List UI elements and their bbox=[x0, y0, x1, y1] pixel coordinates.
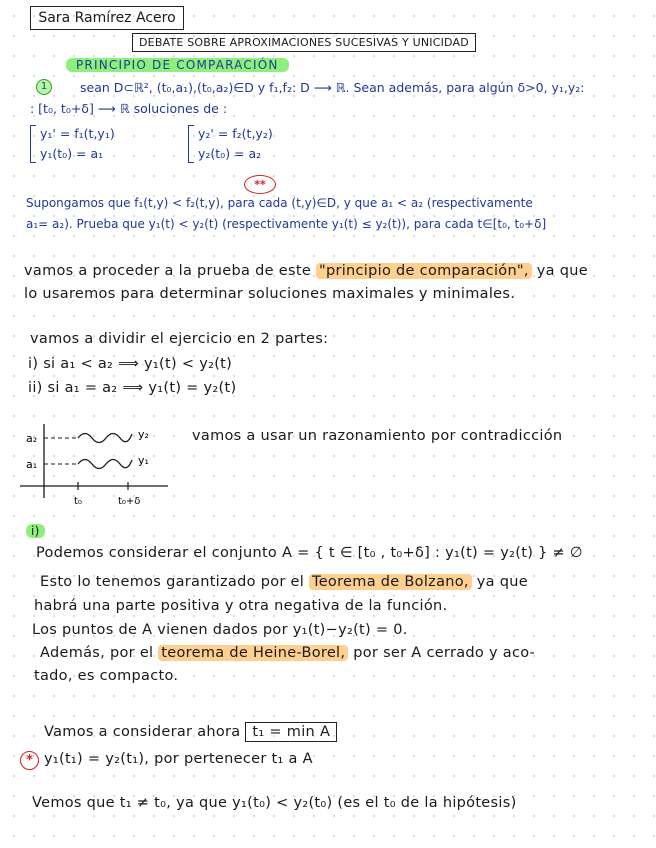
problem-line-4: a₁= a₂). Prueba que y₁(t) < y₂(t) (respectivamente y₁(t) ≤ y₂(t)), para cada t∈[t₀, t₀+δ] bbox=[26, 217, 547, 231]
sketch-label-y2: y₂ bbox=[138, 428, 149, 441]
part-i-label: i) bbox=[26, 524, 45, 538]
part-i-statement: i) si a₁ < a₂ ⟹ y₁(t) < y₂(t) bbox=[28, 356, 233, 372]
proof-line-2-pre: Esto lo tenemos garantizado por el bbox=[40, 574, 305, 590]
double-star-marker: ** bbox=[244, 175, 276, 194]
proof-line-6: tado, es compacto. bbox=[34, 668, 179, 684]
system-1-brace bbox=[30, 125, 36, 163]
proof-line-8: y₁(t₁) = y₂(t₁), por pertenecer t₁ a A bbox=[44, 751, 313, 767]
heine-borel-highlight: teorema de Heine-Borel, bbox=[158, 645, 348, 661]
sketch-curve-y2 bbox=[78, 434, 132, 443]
proof-line-3: habrá una parte positiva y otra negativa de la función. bbox=[34, 598, 448, 614]
sketch-label-y1: y₁ bbox=[138, 454, 149, 467]
intro-line-2: lo usaremos para determinar soluciones maximales y minimales. bbox=[24, 286, 516, 302]
problem-line-2: : [t₀, t₀+δ] ⟶ ℝ soluciones de : bbox=[30, 101, 228, 116]
system-1-initial: y₁(t₀) = a₁ bbox=[40, 146, 104, 161]
proof-line-9: Vemos que t₁ ≠ t₀, ya que y₁(t₀) < y₂(t₀) (es el t₀ de la hipótesis) bbox=[32, 795, 517, 811]
sketch-label-t0d: t₀+δ bbox=[118, 496, 141, 507]
proof-line-5 bbox=[40, 645, 535, 661]
author-name-box: Sara Ramírez Acero bbox=[30, 6, 184, 30]
parts-intro: vamos a dividir el ejercicio en 2 partes: bbox=[30, 331, 329, 347]
part-ii-statement: ii) si a₁ = a₂ ⟹ y₁(t) = y₂(t) bbox=[28, 380, 237, 396]
contradiction-note: vamos a usar un razonamiento por contradicción bbox=[192, 428, 563, 444]
proof-line-2 bbox=[40, 574, 528, 590]
red-star-marker: * bbox=[20, 751, 39, 770]
intro-text-pre: vamos a proceder a la prueba de este bbox=[24, 263, 312, 279]
proof-line-7 bbox=[44, 724, 337, 740]
proof-line-4: Los puntos de A vienen dados por y₁(t)−y₂(t) = 0. bbox=[32, 622, 408, 638]
topic-title-box: DEBATE SOBRE APROXIMACIONES SUCESIVAS Y UNICIDAD bbox=[132, 33, 476, 52]
system-2-brace bbox=[188, 125, 194, 163]
problem-line-3: Supongamos que f₁(t,y) < f₂(t,y), para cada (t,y)∈D, y que a₁ < a₂ (respectivamente bbox=[26, 196, 533, 210]
sketch-label-t0: t₀ bbox=[74, 496, 82, 507]
bolzano-highlight: Teorema de Bolzano, bbox=[309, 574, 472, 590]
comparison-sketch bbox=[18, 418, 178, 508]
proof-line-1: Podemos considerar el conjunto A = { t ∈ [t₀ , t₀+δ] : y₁(t) = y₂(t) } ≠ ∅ bbox=[36, 545, 583, 561]
problem-line-1: sean D⊂ℝ², (t₀,a₁),(t₀,a₂)∈D y f₁,f₂: D ⟶ ℝ. Sean además, para algún δ>0, y₁,y₂: bbox=[80, 80, 585, 95]
system-2-equation: y₂' = f₂(t,y₂) bbox=[198, 126, 273, 141]
proof-line-7-pre: Vamos a considerar ahora bbox=[44, 724, 241, 740]
proof-line-5-post: por ser A cerrado y aco- bbox=[353, 645, 536, 661]
intro-text-post: ya que bbox=[536, 263, 588, 279]
sketch-curve-y1 bbox=[78, 460, 132, 469]
system-2-initial: y₂(t₀) = a₂ bbox=[198, 146, 262, 161]
system-1-equation: y₁' = f₁(t,y₁) bbox=[40, 126, 115, 141]
problem-number-badge: 1 bbox=[36, 79, 52, 95]
principle-highlight: "principio de comparación", bbox=[316, 263, 532, 279]
min-a-box: t₁ = min A bbox=[245, 722, 337, 742]
sketch-label-a1: a₁ bbox=[26, 458, 38, 471]
sketch-label-a2: a₂ bbox=[26, 432, 38, 445]
intro-line-1 bbox=[24, 263, 588, 279]
proof-line-5-pre: Además, por el bbox=[40, 645, 154, 661]
section-title: PRINCIPIO DE COMPARACIÓN bbox=[66, 58, 289, 72]
proof-line-2-post: ya que bbox=[476, 574, 528, 590]
